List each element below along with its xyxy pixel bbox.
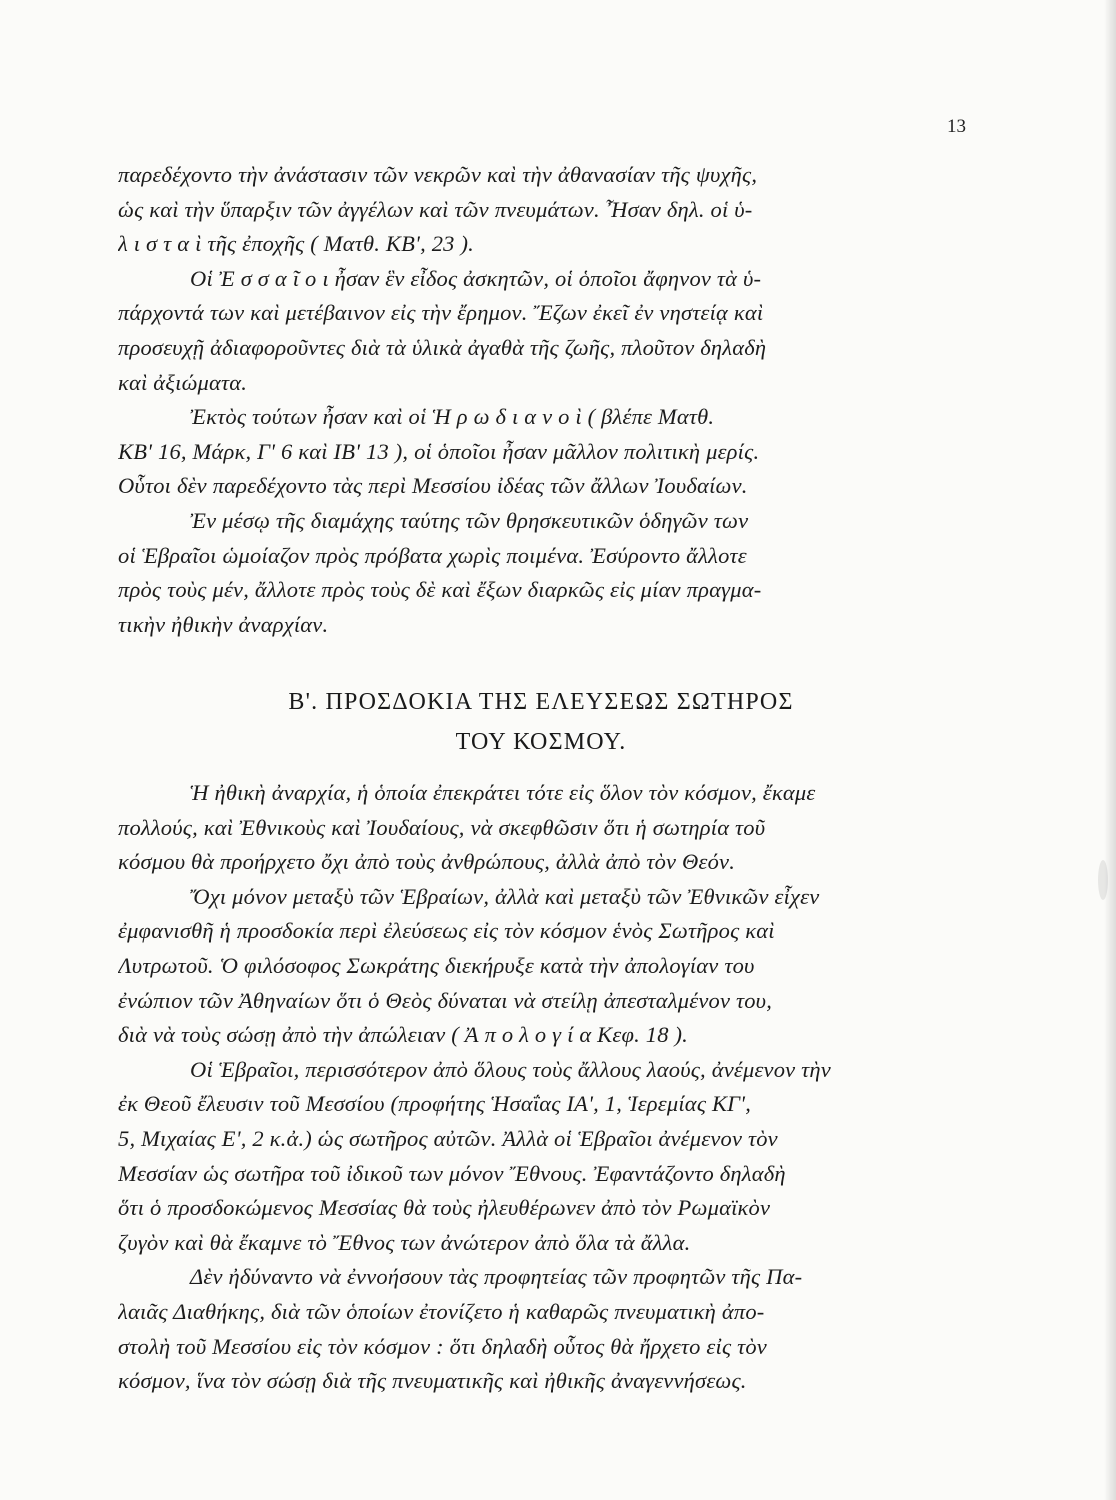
text-line: ὡς καὶ τὴν ὕπαρξιν τῶν ἀγγέλων καὶ τῶν πνευμάτων. Ἦσαν δηλ. οἱ ὑ-	[118, 196, 753, 222]
text-line: πολλούς, καὶ Ἐθνικοὺς καὶ Ἰουδαίους, νὰ σκεφθῶσιν ὅτι ἡ σωτηρία τοῦ	[118, 814, 766, 840]
scan-smudge	[1098, 860, 1108, 900]
text-line: ὅτι ὁ προσδοκώμενος Μεσσίας θὰ τοὺς ἠλευθέρωνεν ἀπὸ τὸν Ρωμαϊκὸν	[118, 1195, 771, 1221]
page-number: 13	[947, 116, 966, 137]
text-line: Ἐκτὸς τούτων ἦσαν καὶ οἱ Ἡ ρ ω δ ι α ν ο ὶ ( βλέπε Ματθ.	[190, 404, 715, 430]
body-text-section-2	[118, 776, 964, 1399]
text-line: Οἱ Ἐ σ σ α ῖ ο ι ἦσαν ἓν εἶδος ἀσκητῶν, οἱ ὁποῖοι ἄφηνον τὰ ὑ-	[190, 265, 762, 291]
text-line: τικὴν ἠθικὴν ἀναρχίαν.	[118, 611, 329, 637]
text-line: οἱ Ἑβραῖοι ὡμοίαζον πρὸς πρόβατα χωρὶς ποιμένα. Ἐσύροντο ἄλλοτε	[118, 542, 747, 568]
text-line: διὰ νὰ τοὺς σώσῃ ἀπὸ τὴν ἀπώλειαν ( Ἀ π ο λ ο γ ί α Κεφ. 18 ).	[118, 1022, 688, 1048]
text-line: ἐκ Θεοῦ ἔλευσιν τοῦ Μεσσίου (προφήτης Ἡσαΐας ΙΑ', 1, Ἱερεμίας ΚΓ',	[118, 1091, 752, 1117]
text-line: καὶ ἀξιώματα.	[118, 369, 248, 395]
text-line: προσευχῇ ἀδιαφοροῦντες διὰ τὰ ὑλικὰ ἀγαθὰ τῆς ζωῆς, πλοῦτον δηλαδὴ	[118, 334, 767, 360]
text-line: ζυγὸν καὶ θὰ ἔκαμνε τὸ Ἔθνος των ἀνώτερον ἀπὸ ὅλα τὰ ἄλλα.	[118, 1229, 691, 1255]
text-line: ἐμφανισθῆ ἡ προσδοκία περὶ ἐλεύσεως εἰς τὸν κόσμον ἑνὸς Σωτῆρος καὶ	[118, 918, 775, 944]
text-line: παρεδέχοντο τὴν ἀνάστασιν τῶν νεκρῶν καὶ τὴν ἀθανασίαν τῆς ψυχῆς,	[118, 162, 758, 187]
page-edge-shadow	[1104, 0, 1116, 1500]
text-line: Μεσσίαν ὡς σωτῆρα τοῦ ἰδικοῦ των μόνον Ἔθνους. Ἐφαντάζοντο δηλαδὴ	[118, 1160, 786, 1186]
text-line: Ἡ ἠθικὴ ἀναρχία, ἡ ὁποία ἐπεκράτει τότε εἰς ὅλον τὸν κόσμον, ἔκαμε	[190, 780, 816, 805]
text-line: Λυτρωτοῦ. Ὁ φιλόσοφος Σωκράτης διεκήρυξε κατὰ τὴν ἀπολογίαν του	[118, 952, 755, 978]
text-line: Οὗτοι δὲν παρεδέχοντο τὰς περὶ Μεσσίου ἰδέας τῶν ἄλλων Ἰουδαίων.	[118, 473, 748, 499]
body-text-section-1	[118, 158, 964, 642]
text-line: στολὴ τοῦ Μεσσίου εἰς τὸν κόσμον : ὅτι δηλαδὴ οὗτος θὰ ἤρχετο εἰς τὸν	[118, 1333, 767, 1359]
text-line: Δὲν ἠδύναντο νὰ ἐννοήσουν τὰς προφητείας τῶν προφητῶν τῆς Πα-	[190, 1264, 803, 1290]
text-line: λ ι σ τ α ὶ τῆς ἐποχῆς ( Ματθ. ΚΒ', 23 ).	[118, 231, 474, 257]
text-line: πάρχοντά των καὶ μετέβαινον εἰς τὴν ἔρημον. Ἔζων ἐκεῖ ἐν νηστείᾳ καὶ	[118, 300, 764, 326]
text-line: κόσμου θὰ προήρχετο ὄχι ἀπὸ τοὺς ἀνθρώπους, ἀλλὰ ἀπὸ τὸν Θεόν.	[118, 849, 736, 875]
text-line: ἐνώπιον τῶν Ἀθηναίων ὅτι ὁ Θεὸς δύναται νὰ στείλῃ ἀπεσταλμένον του,	[118, 987, 773, 1013]
text-line: Ἐν μέσῳ τῆς διαμάχης ταύτης τῶν θρησκευτικῶν ὁδηγῶν των	[190, 507, 749, 533]
section-heading: Β'. ΠΡΟΣΔΟΚΙΑ ΤΗΣ ΕΛΕΥΣΕΩΣ ΣΩΤΗΡΟΣ	[288, 689, 794, 715]
text-line: πρὸς τοὺς μέν, ἄλλοτε πρὸς τοὺς δὲ καὶ ἔξων διαρκῶς εἰς μίαν πραγμα-	[118, 577, 762, 603]
text-line: ΚΒ' 16, Μάρκ, Γ' 6 καὶ ΙΒ' 13 ), οἱ ὁποῖοι ἦσαν μᾶλλον πολιτικὴ μερίς.	[118, 438, 760, 464]
text-line: λαιᾶς Διαθήκης, διὰ τῶν ὁποίων ἐτονίζετο ἡ καθαρῶς πνευματικὴ ἀπο-	[118, 1298, 765, 1324]
text-line: 5, Μιχαίας Ε', 2 κ.ἀ.) ὡς σωτῆρος αὐτῶν. Ἀλλὰ οἱ Ἑβραῖοι ἀνέμενον τὸν	[118, 1125, 778, 1151]
section-heading-continued: ΤΟΥ ΚΟΣΜΟΥ.	[455, 729, 627, 755]
text-line: κόσμον, ἵνα τὸν σώσῃ διὰ τῆς πνευματικῆς καὶ ἠθικῆς ἀναγεννήσεως.	[118, 1368, 747, 1394]
text-line: Οἱ Ἑβραῖοι, περισσότερον ἀπὸ ὅλους τοὺς ἄλλους λαούς, ἀνέμενον τὴν	[190, 1056, 831, 1082]
text-line: Ὄχι μόνον μεταξὺ τῶν Ἑβραίων, ἀλλὰ καὶ μεταξὺ τῶν Ἐθνικῶν εἶχεν	[190, 883, 820, 909]
